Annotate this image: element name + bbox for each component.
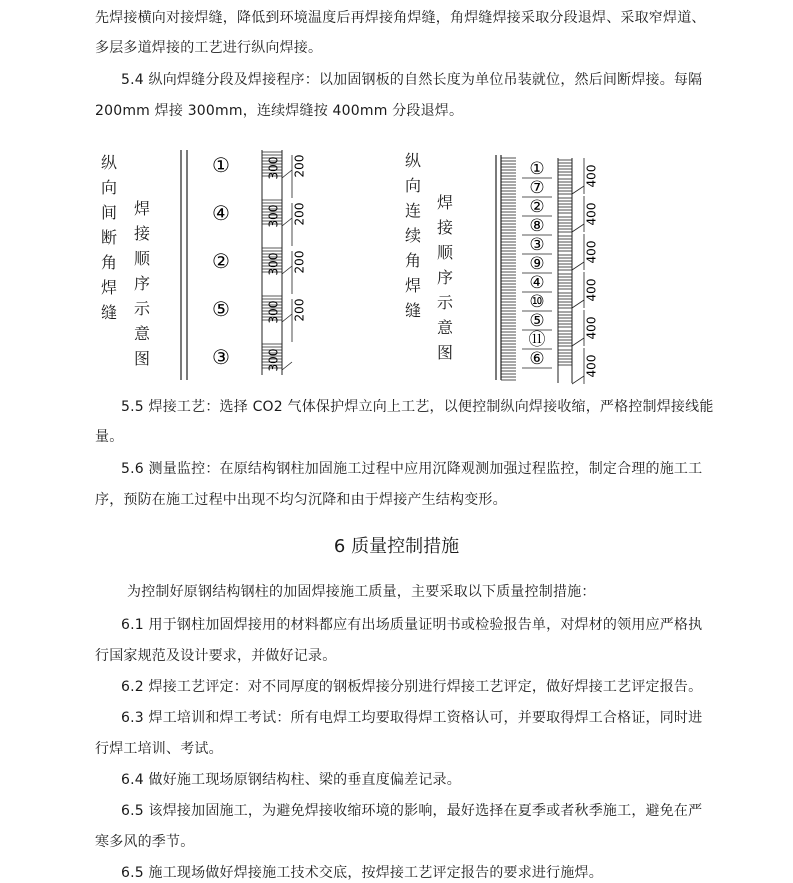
para-5-5-line-2: 量。 — [95, 429, 124, 445]
right-weld-order-9: ⑤ — [529, 311, 545, 331]
para-5-6-line-1: 5.6 测量监控：在原结构钢柱加固施工过程中应用沉降观测加强过程监控，制定合理的施工工 — [121, 461, 703, 477]
right-segment-length-label: 400 — [584, 202, 599, 226]
section-6-intro: 为控制好原钢结构钢柱的加固焊接施工质量，主要采取以下质量控制措施： — [127, 584, 596, 600]
left-gap-length-label: 200 — [292, 154, 307, 178]
para-6-3-line-1: 6.3 焊工培训和焊工考试：所有电焊工均要取得焊工资格认可，并要取得焊工合格证，同时进 — [121, 710, 703, 726]
left-gap-length-label: 200 — [292, 298, 307, 322]
para-6-2: 6.2 焊接工艺评定：对不同厚度的钢板焊接分别进行焊接工艺评定，做好焊接工艺评定报告。 — [121, 679, 703, 695]
right-weld-order-4: ⑧ — [529, 216, 545, 236]
right-weld-order-1: ① — [529, 159, 545, 179]
left-weld-length-label: 300 — [266, 348, 281, 372]
para-5-4-line-2: 200mm 焊接 300mm，连续焊缝按 400mm 分段退焊。 — [95, 103, 464, 119]
para-6-3-line-2: 行焊工培训、考试。 — [95, 741, 223, 757]
right-segment-length-label: 400 — [584, 316, 599, 340]
right-segment-length-label: 400 — [584, 278, 599, 302]
right-weld-order-11: ⑥ — [529, 349, 545, 369]
left-weld-length-label: 300 — [266, 252, 281, 276]
right-weld-order-10: ⑪ — [528, 330, 546, 350]
para-6-5-line-2: 寒多风的季节。 — [95, 834, 195, 850]
left-diagram-title-1: 纵 向 间 断 角 焊 缝 — [100, 153, 117, 322]
left-weld-length-label: 300 — [266, 300, 281, 324]
para-6-5-line-1: 6.5 该焊接加固施工，为避免焊接收缩环境的影响，最好选择在夏季或者秋季施工，避免在严 — [121, 803, 703, 819]
left-diagram-title-2: 焊 接 顺 序 示 意 图 — [133, 199, 150, 368]
intro-line-2: 多层多道焊接的工艺进行纵向焊接。 — [95, 40, 323, 56]
para-6-1-line-2: 行国家规范及设计要求，并做好记录。 — [95, 648, 337, 664]
para-6-6: 6.5 施工现场做好焊接施工技术交底，按焊接工艺评定报告的要求进行施焊。 — [121, 865, 603, 881]
right-segment-length-label: 400 — [584, 240, 599, 264]
para-5-5-line-1: 5.5 焊接工艺：选择 CO2 气体保护焊立向上工艺，以便控制纵向焊接收缩，严格控制焊接线能 — [121, 399, 714, 415]
left-weld-order-4: ⑤ — [212, 297, 230, 321]
dimension-tick — [572, 262, 584, 270]
right-diagram-title-1: 纵 向 连 续 角 焊 缝 — [404, 151, 421, 320]
dimension-tick — [572, 224, 584, 232]
right-diagram-title-2: 焊 接 顺 序 示 意 图 — [436, 193, 453, 362]
left-weld-length-label: 300 — [266, 156, 281, 180]
para-6-4: 6.4 做好施工现场原钢结构柱、梁的垂直度偏差记录。 — [121, 772, 461, 788]
para-5-6-line-2: 序，预防在施工过程中出现不均匀沉降和由于焊接产生结构变形。 — [95, 492, 507, 508]
dimension-tick — [572, 300, 584, 308]
left-weld-order-1: ① — [212, 153, 230, 177]
left-gap-length-label: 200 — [292, 250, 307, 274]
right-segment-length-label: 400 — [584, 354, 599, 378]
para-6-1-line-1: 6.1 用于钢柱加固焊接用的材料都应有出场质量证明书或检验报告单，对焊材的领用应严格执 — [121, 617, 703, 633]
right-segment-length-label: 400 — [584, 164, 599, 188]
dimension-tick — [572, 186, 584, 194]
right-weld-order-6: ⑨ — [529, 254, 545, 274]
section-6-heading: 6 质量控制措施 — [333, 536, 460, 557]
left-weld-order-2: ④ — [212, 201, 230, 225]
left-weld-order-3: ② — [212, 249, 230, 273]
right-weld-order-3: ② — [529, 197, 545, 217]
para-5-4-line-1: 5.4 纵向焊缝分段及焊接程序：以加固钢板的自然长度为单位吊装就位，然后间断焊接。每隔 — [121, 72, 703, 88]
intro-line-1: 先焊接横向对接焊缝，降低到环境温度后再焊接角焊缝，角焊缝焊接采取分段退焊、采取窄焊道、 — [95, 10, 706, 26]
left-weld-length-label: 300 — [266, 204, 281, 228]
right-weld-order-2: ⑦ — [529, 178, 545, 198]
dimension-tick — [572, 376, 584, 384]
left-weld-order-5: ③ — [212, 345, 230, 369]
right-weld-order-8: ⑩ — [529, 292, 545, 312]
right-weld-order-7: ④ — [529, 273, 545, 293]
dimension-tick — [572, 338, 584, 346]
right-weld-order-5: ③ — [529, 235, 545, 255]
left-gap-length-label: 200 — [292, 202, 307, 226]
